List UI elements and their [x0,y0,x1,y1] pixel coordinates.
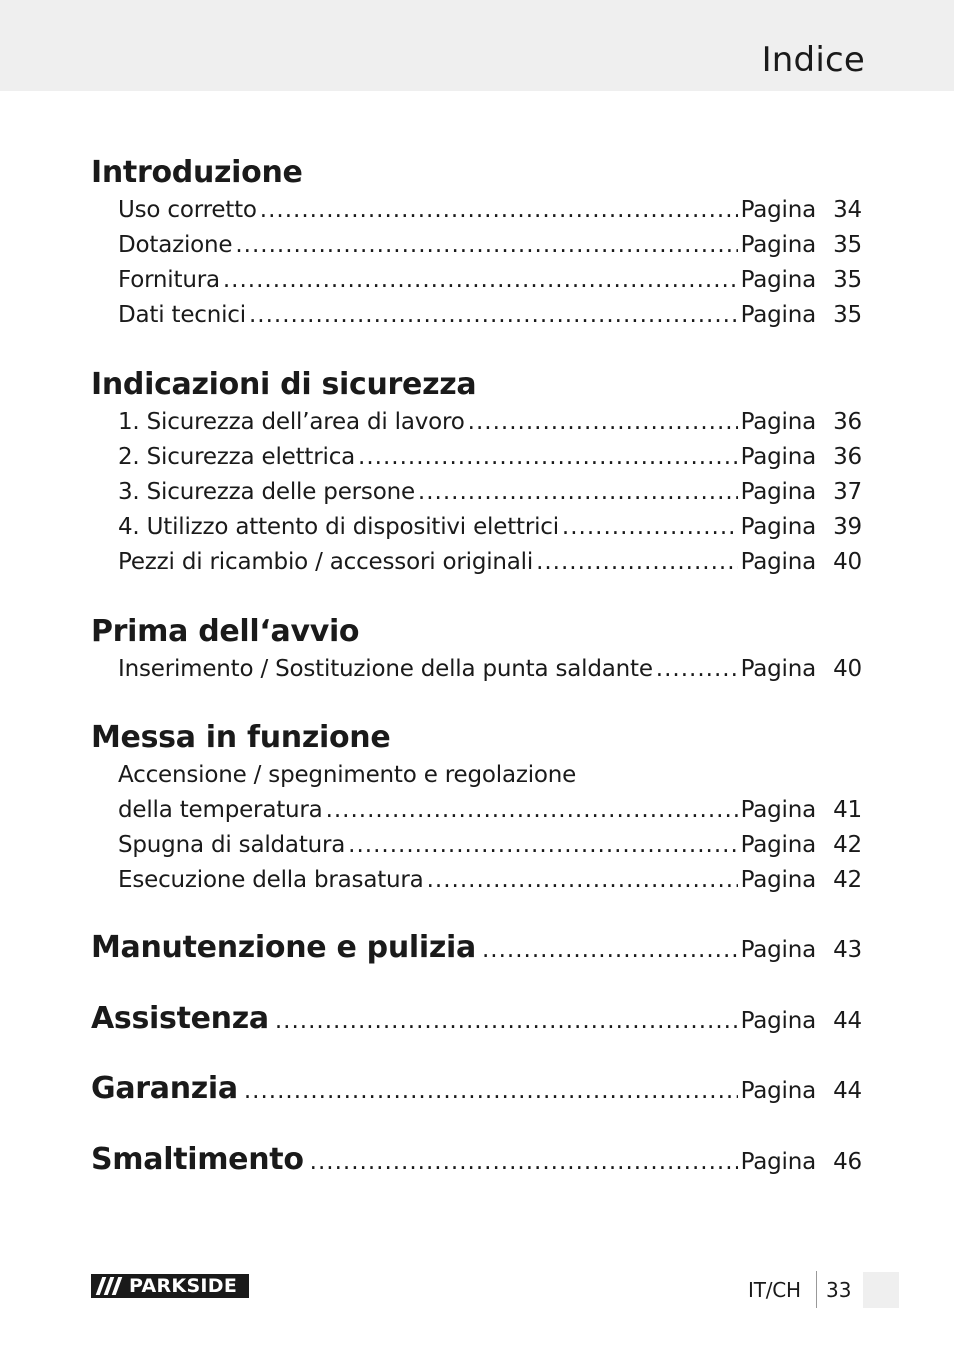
parkside-stripes-icon [91,1274,127,1298]
page-number: 42 [833,832,862,858]
toc-entry[interactable] [118,863,862,898]
dot-leader [562,510,738,545]
entry-page: Pagina 36 [741,440,862,475]
toc-entry[interactable] [118,405,862,440]
dot-leader [235,228,737,263]
entry-page: Pagina 35 [741,298,862,333]
section-title: Messa in funzione [91,720,391,755]
dot-leader [427,863,738,898]
entry-label: Dotazione [118,232,233,258]
toc-entry[interactable] [118,545,862,580]
section-title: Indicazioni di sicurezza [91,367,477,402]
page-number: 33 [826,1278,852,1302]
section-title: Assistenza [91,1001,269,1036]
toc-section-sicurezza [91,367,862,580]
entry-page: Pagina 36 [741,405,862,440]
page-number: 46 [833,1149,862,1175]
entry-page: Pagina 41 [741,793,862,828]
entry-page: Pagina 42 [741,828,862,863]
dot-leader [244,1078,738,1104]
dot-leader [275,1008,738,1034]
toc-entry[interactable] [118,510,862,545]
entry-page: Pagina 46 [740,1149,862,1175]
page-number: 41 [833,797,862,823]
toc-entry[interactable] [118,475,862,510]
entry-page: Pagina 35 [741,228,862,263]
dot-leader [223,263,738,298]
toc-section-introduzione [91,155,862,333]
toc-entry[interactable] [118,298,862,333]
page-number: 35 [833,267,862,293]
dot-leader [482,937,738,963]
section-title: Smaltimento [91,1142,304,1177]
entry-label: 4. Utilizzo attento di dispositivi elettrici [118,514,559,540]
toc-section-smaltimento[interactable] [91,1142,862,1178]
page-number: 36 [833,444,862,470]
section-title: Prima dell‘avvio [91,614,360,649]
dot-leader [418,475,738,510]
toc-entry[interactable] [118,758,862,793]
page-number: 43 [833,937,862,963]
page-title: Indice [761,40,865,80]
dot-leader [310,1149,738,1175]
toc-section-avvio [91,614,862,687]
toc-entry[interactable] [118,263,862,298]
brand-name: PARKSIDE [129,1275,238,1297]
page-number: 34 [833,197,862,223]
dot-leader [348,828,737,863]
toc-entry[interactable] [118,440,862,475]
section-title: Garanzia [91,1071,238,1106]
entry-page: Pagina 44 [740,1008,862,1034]
entry-label: Spugna di saldatura [118,832,346,858]
page-number: 40 [833,549,862,575]
entry-page: Pagina 44 [740,1078,862,1104]
entry-page: Pagina 43 [740,937,862,963]
entry-label: Accensione / spegnimento e regolazione [118,762,577,788]
entry-label: Dati tecnici [118,302,246,328]
entry-page: Pagina 40 [741,545,862,580]
toc-entry[interactable] [118,652,862,687]
dot-leader [468,405,738,440]
entry-label: 2. Sicurezza elettrica [118,444,356,470]
page-number: 37 [833,479,862,505]
entry-label: Uso corretto [118,197,257,223]
toc-section-manutenzione[interactable] [91,930,862,966]
entry-label: Pezzi di ricambio / accessori originali [118,549,534,575]
language-code: IT/CH [748,1278,801,1302]
entry-label: della temperatura [118,797,323,823]
section-title: Manutenzione e pulizia [91,930,476,965]
page-number: 39 [833,514,862,540]
toc-entry[interactable] [118,828,862,863]
entry-label: 1. Sicurezza dell’area di lavoro [118,409,465,435]
dot-leader [260,193,738,228]
page-number: 42 [833,867,862,893]
footer-divider [816,1271,817,1308]
entry-label: Inserimento / Sostituzione della punta saldante [118,656,653,682]
toc-section-funzione [91,720,862,898]
page-footer [0,1268,954,1312]
section-title: Introduzione [91,155,303,190]
entry-page: Pagina 34 [741,193,862,228]
page-tab-marker [863,1272,899,1308]
entry-page: Pagina 39 [741,510,862,545]
entry-page: Pagina 35 [741,263,862,298]
entry-label: 3. Sicurezza delle persone [118,479,415,505]
entry-page: Pagina 42 [741,863,862,898]
dot-leader [536,545,738,580]
page-number: 35 [833,232,862,258]
entry-page: Pagina 37 [741,475,862,510]
page-number: 44 [833,1008,862,1034]
toc-entry[interactable] [118,228,862,263]
toc-entry[interactable] [118,193,862,228]
page-number: 35 [833,302,862,328]
entry-label: Esecuzione della brasatura [118,867,424,893]
parkside-logo [91,1274,249,1298]
page-number: 36 [833,409,862,435]
dot-leader [326,793,738,828]
page-number: 40 [833,656,862,682]
dot-leader [656,652,738,687]
dot-leader [358,440,738,475]
dot-leader [249,298,738,333]
page-number: 44 [833,1078,862,1104]
toc-section-assistenza[interactable] [91,1001,862,1037]
entry-label: Fornitura [118,267,220,293]
entry-page: Pagina 40 [741,652,862,687]
toc-entry[interactable] [118,793,862,828]
toc-section-garanzia[interactable] [91,1071,862,1107]
